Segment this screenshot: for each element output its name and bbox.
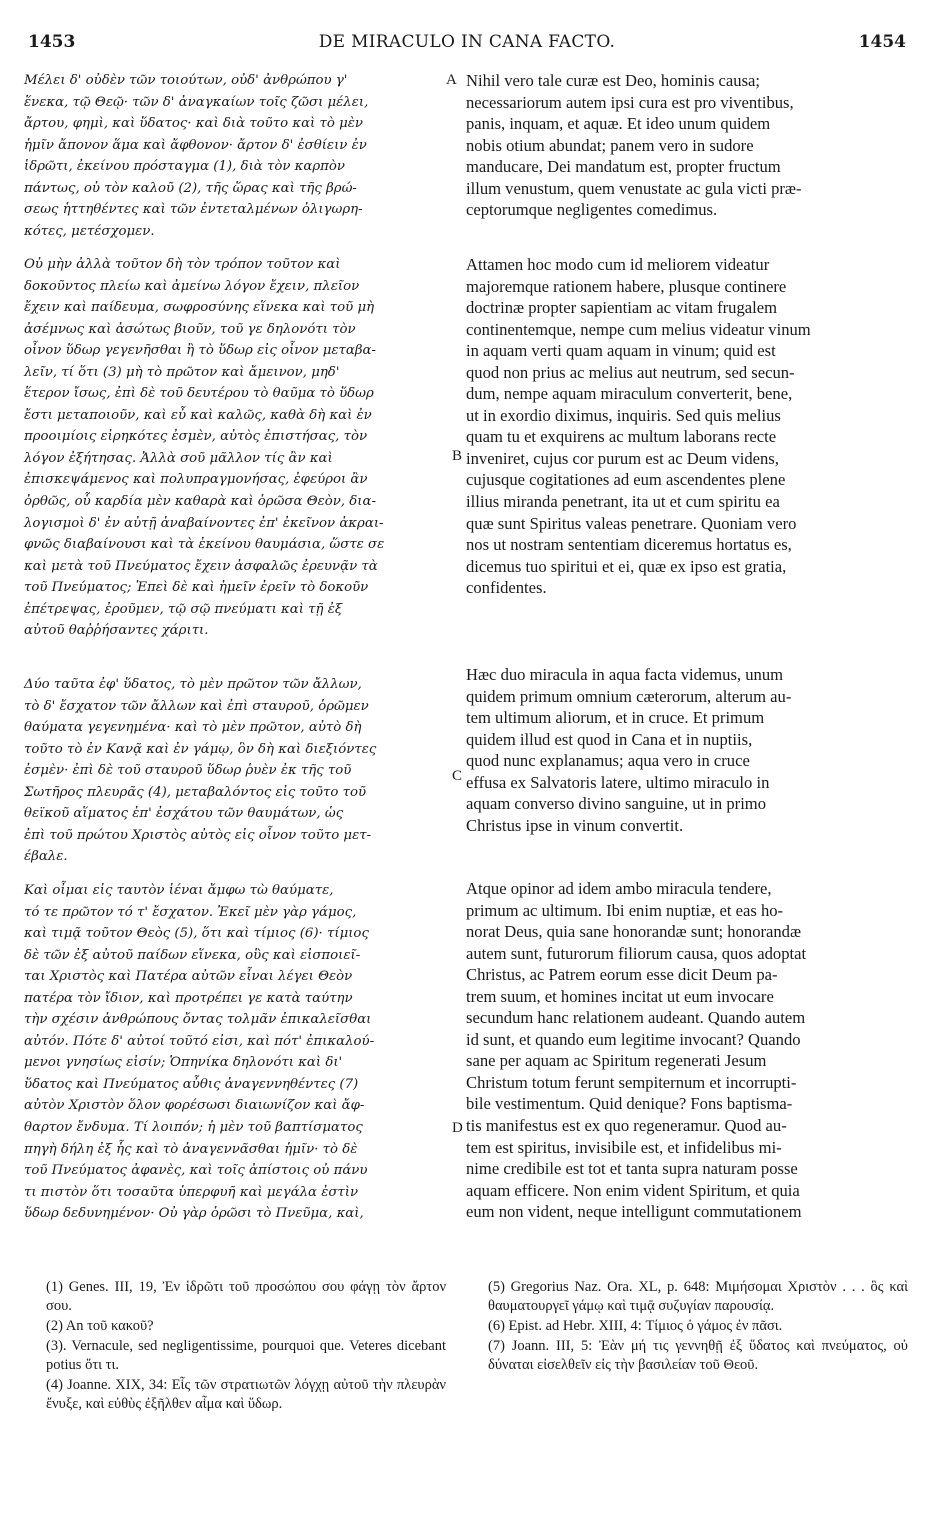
page-header: [0, 32, 934, 58]
margin-marker-d: D: [452, 1120, 463, 1136]
latin-paragraph-4: Atque opinor ad idem ambo miracula tendere, primum ac ultimum. Ibi enim nuptiæ, et eas ho- norat Deus, quia sane honorandæ sunt; honorandæ autem sunt, futurorum filiorum causa, quos adoptat Christus, ac Patrem eorum esse dicit Deum pa- trem suum, et homines incitat ut eum invocare secundum hanc relationem audeant. Quando autem id sunt, et quando eum legitime invocant? Quando sane per aquam ac Spiritum regenerati Jesum Christum totum ferunt sempiternum et incorrupti- bile vestimentum. Quid denique? Fons baptisma- tis manifestus est ex quo regeneramur. Quod au- tem est spiritus, invisibile est, et infidelibus mi- nime credibile est tot et tanta supra naturam posse aquam efficere. Non enim vident Spiritum, et quia eum non vident, neque intelligunt commutationem: [466, 879, 807, 1222]
footnote-1: (1) Genes. III, 19, Ἐν ἱδρῶτι τοῦ προσώπου σου φάγῃ τὸν ἄρτον σου.: [46, 1279, 446, 1314]
margin-marker-c: C: [452, 768, 463, 784]
footnote-3: (3). Vernacule, sed negligentissime, pourquoi que. Veteres dicebant potius ὅτι τι.: [46, 1338, 446, 1373]
footnote-5: (5) Gregorius Naz. Ora. XL, p. 648: Μιμήσομαι Χριστὸν . . . ὃς καὶ θαυματουργεῖ γάμῳ καὶ τιμᾷ συζυγίαν παρουσίᾳ.: [488, 1279, 908, 1314]
greek-paragraph-1: Μέλει δ' οὐδὲν τῶν τοιούτων, οὐδ' ἀνθρώπου γ' ἕνεκα, τῷ Θεῷ· τῶν δ' ἀναγκαίων τοῖς ζῶσι μέλει, ἄρτου, φημὶ, καὶ ὕδατος· καὶ διὰ τοῦτο καὶ τὸ μὲν ἡμῖν ἄπονον ἅμα καὶ ἄφθονον· ἄρτον δ' ἐσθίειν ἐν ἱδρῶτι, ἐκείνου πρόσταγμα (1), διὰ τὸν καρπὸν πάντως, οὐ τὸν καλοῦ (2), τῆς ὥρας καὶ τῆς βρώ- σεως ἡττηθέντες καὶ τῶν ἐντεταλμένων ὀλιγωρη- κότες, μετέσχομεν.: [24, 73, 369, 239]
page-number-left: 1453: [28, 32, 76, 52]
latin-column: [466, 70, 908, 1270]
footnotes-left: [46, 1278, 446, 1415]
latin-paragraph-2: Attamen hoc modo cum id meliorem videatur majoremque rationem habere, plusque continere doctrinæ propter sapientiam ac vitam frugalem continentemque, nempe cum melius videatur vinum in aquam verti quam aquam in vinum; quid est quod non prius ac melius aut neutrum, sed secun- dum, nempe aquam miraculum converterit, bene, ut in exordio diximus, inquiris. Sed quis melius quam tu et exquirens ac multum laborans recte inveniret, cujus cor purum est ac Deum videns, cujusque cogitationes ad eum ascendentes plene illius miranda penetrant, ita ut et cum spiritu ea quæ sunt Spiritus valeas penetrare. Quoniam vero nos ut nostram sententiam diceremus hortatus es, dicemus tuo spiritui et ei, quæ ex ipso est gratia, confidentes.: [466, 255, 811, 598]
greek-paragraph-3: Δύο ταῦτα ἐφ' ὕδατος, τὸ μὲν πρῶτον τῶν ἄλλων, τὸ δ' ἔσχατον τῶν ἄλλων καὶ ἐπὶ σταυροῦ, ὁρῶμεν θαύματα γεγενημένα· καὶ τὸ μὲν πρῶτον, αὐτὸ δὴ τοῦτο τὸ ἐν Κανᾷ καὶ ἐν γάμῳ, ὃν δὴ καὶ διεξιόντες ἐσμὲν· ἐπὶ δὲ τοῦ σταυροῦ ὕδωρ ῥυὲν ἐκ τῆς τοῦ Σωτῆρος πλευρᾶς (4), μεταβαλόντος εἰς τοῦτο τοῦ θεϊκοῦ αἵματος ἐπ' ἐσχάτου τῶν θαυμάτων, ὡς ἐπὶ τοῦ πρώτου Χριστὸς αὐτὸς εἰς οἶνον τοῦτο μετ- έβαλε.: [24, 677, 377, 865]
margin-marker-a: A: [446, 72, 457, 88]
footnote-7: (7) Joann. III, 5: Ἐὰν μή τις γεννηθῇ ἐξ ὕδατος καὶ πνεύματος, οὐ δύναται εἰσελθεῖν εἰς τὴν βασιλείαν τοῦ Θεοῦ.: [488, 1338, 908, 1373]
latin-paragraph-1: Nihil vero tale curæ est Deo, hominis causa; necessariorum autem ipsi cura est pro viventibus, panis, inquam, et aquæ. Et ideo unum quidem nobis otium abundat; panem vero in sudore manducare, Dei mandatum est, propter fructum illum venustum, quem venustate ac gula victi præ- ceptorumque negligentes comedimus.: [466, 71, 802, 220]
footnote-6: (6) Epist. ad Hebr. XIII, 4: Τίμιος ὁ γάμος ἐν πᾶσι.: [488, 1318, 783, 1334]
footnote-2: (2) An τοῦ κακοῦ?: [46, 1318, 154, 1334]
footnotes-right: [488, 1278, 908, 1376]
page-number-right: 1454: [858, 32, 906, 52]
footnote-4: (4) Joanne. XIX, 34: Εἷς τῶν στρατιωτῶν λόγχῃ αὐτοῦ τὴν πλευρὰν ἔνυξε, καὶ εὐθὺς ἐξῆλθεν αἷμα καὶ ὕδωρ.: [46, 1377, 446, 1412]
greek-paragraph-4: Καὶ οἶμαι εἰς ταυτὸν ἰέναι ἄμφω τὼ θαύματε, τό τε πρῶτον τό τ' ἔσχατον. Ἐκεῖ μὲν γὰρ γάμος, καὶ τιμᾷ τοῦτον Θεὸς (5), ὅτι καὶ τίμιος (6)· τίμιος δὲ τῶν ἐξ αὐτοῦ παίδων εἵνεκα, οὓς καὶ εἰσποιεῖ- ται Χριστὸς καὶ Πατέρα αὐτῶν εἶναι λέγει Θεὸν πατέρα τὸν ἴδιον, καὶ προτρέπει γε κατὰ ταύτην τὴν σχέσιν ἀνθρώπους ὄντας τολμᾶν ἐπικαλεῖσθαι αὐτόν. Πότε δ' αὐτοί τοῦτό εἰσι, καὶ πότ' ἐπικαλού- μενοι γνησίως εἰσίν; Ὁπηνίκα δηλονότι καὶ δι' ὕδατος καὶ Πνεύματος αὖθις ἀναγεννηθέντες (7) αὐτὸν Χριστὸν ὅλον φορέσωσι διαιωνίζον καὶ ἄφ- θαρτον ἔνδυμα. Τί λοιπόν; ἡ μὲν τοῦ βαπτίσματος πηγὴ δήλη ἐξ ἧς καὶ τὸ ἀναγεννᾶσθαι ἡμῖν· τὸ δὲ τοῦ Πνεύματος ἀφανὲς, καὶ τοῖς ἀπίστοις οὐ πάνυ τι πιστὸν ὅτι τοσαῦτα ὑπερφυῆ καὶ μεγάλα ἐστὶν ὕδωρ δεδυνημένον· Οὐ γὰρ ὁρῶσι τὸ Πνεῦμα, καὶ,: [24, 883, 375, 1222]
latin-paragraph-3: Hæc duo miracula in aqua facta videmus, unum quidem primum omnium cæterorum, alterum au- tem ultimum aliorum, et in cruce. Et primum quidem illud est quod in Cana et in nuptiis, quod nunc explanamus; aqua vero in cruce effusa ex Salvatoris latere, ultimo miraculo in aquam converso divino sanguine, ut in primo Christus ipse in vinum convertit.: [466, 665, 792, 835]
greek-column: [24, 70, 444, 1270]
greek-paragraph-2: Οὐ μὴν ἀλλὰ τοῦτον δὴ τὸν τρόπον τοῦτον καὶ δοκοῦντος πλείω καὶ ἀμείνω λόγον ἔχειν, πλεῖον ἔχειν καὶ παίδευμα, σωφροσύνης εἵνεκα καὶ τοῦ μὴ ἀσέμνως καὶ ἀσώτως βιοῦν, τοῦ γε δηλονότι τὸν οἶνον ὕδωρ γεγενῆσθαι ἢ τὸ ὕδωρ εἰς οἶνον μεταβα- λεῖν, τί ὅτι (3) μὴ τὸ πρῶτον καὶ ἄμεινον, μηδ' ἕτερον ἴσως, ἐπὶ δὲ τοῦ δευτέρου τὸ θαῦμα τὸ ὕδωρ ἔστι μεταποιοῦν, καὶ εὖ καὶ καλῶς, καθὰ δὴ καὶ ἐν προοιμίοις εἰρηκότες ἐσμὲν, αὐτὸς ἐπιστήσας, τὸν λόγον ἐξήτησας. Ἀλλὰ σοῦ μᾶλλον τίς ἂν καὶ ἐπισκεψάμενος καὶ πολυπραγμονήσας, ἐφεύροι ἂν ὀρθῶς, οὗ καρδία μὲν καθαρὰ καὶ ὁρῶσα Θεὸν, δια- λογισμοὶ δ' ἐν αὐτῇ ἀναβαίνοντες ἐπ' ἐκεῖνον ἀκραι- φνῶς διαβαίνουσι καὶ τὰ ἐκείνου θαυμάσια, ὥστε σε καὶ μετὰ τοῦ Πνεύματος ἔχειν ἀσφαλῶς ἐρευνᾷν τὰ τοῦ Πνεύματος; Ἐπεὶ δὲ καὶ ἡμεῖν ἐρεῖν τὸ δοκοῦν ἐπέτρεψας, ἐροῦμεν, τῷ σῷ πνεύματι καὶ τῇ ἐξ αὐτοῦ θαῤῥήσαντες χάριτι.: [24, 257, 385, 639]
margin-marker-b: B: [452, 448, 463, 464]
running-title: DE MIRACULO IN CANA FACTO.: [318, 32, 616, 52]
